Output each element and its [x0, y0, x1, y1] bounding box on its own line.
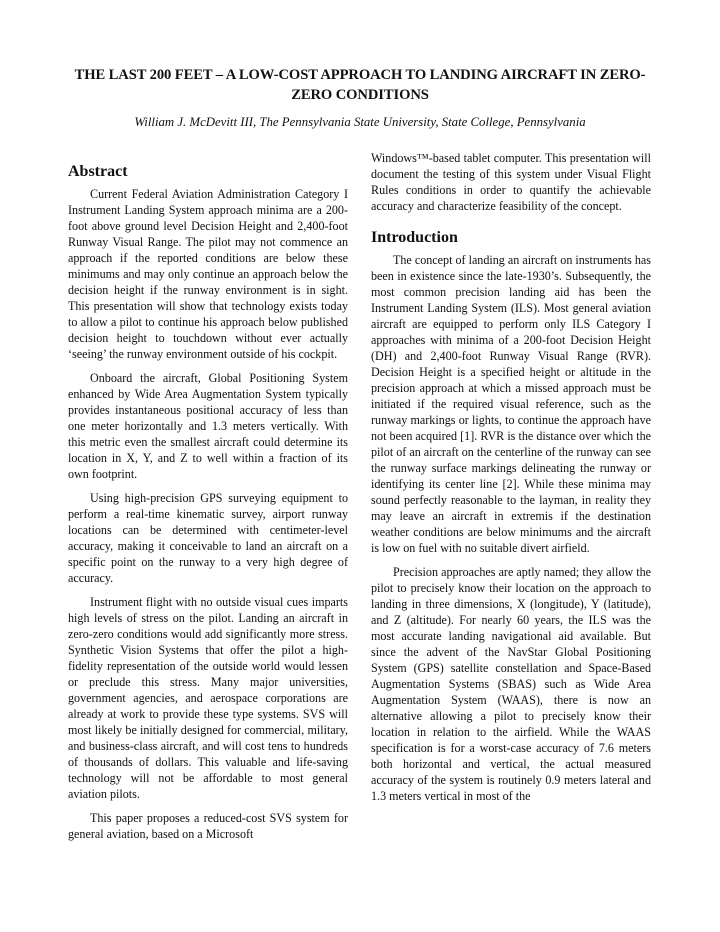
right-column [371, 150, 651, 812]
introduction-paragraph: The concept of landing an aircraft on instruments has been in existence since the late-1930’s. Subsequently, the most common precision landing aid has been the Instrument Landing System (ILS). Most general aviation aircraft are equipped to perform only ILS Category I approaches with minima of a 200-foot Decision Height (DH) and 2,400-foot Runway Visual Range (RVR). Decision Height is a specified height or altitude in the precision approach at which a missed approach must be initiated if the required visual reference, such as the runway markings or lights, to continue the approach have not been acquired [1]. RVR is the distance over which the pilot of an aircraft on the centerline of the runway can see the runway surface markings delineating the runway or identifying its center line [2]. While these minima may sound perfectly reasonable to the layman, in reality they may leave an aircraft in extremis if the destination weather conditions are below minimums and the aircraft is low on fuel with no suitable divert airfield. [371, 253, 651, 555]
abstract-paragraph: Onboard the aircraft, Global Positioning System enhanced by Wide Area Augmentation System typically provides instantaneous positional accuracy of less than one meter horizontally and 1.3 meters vertically. With this metric even the smallest aircraft could determine its location in X, Y, and Z to well within a fraction of its own footprint. [68, 371, 348, 481]
abstract-paragraph: Using high-precision GPS surveying equipment to perform a real-time kinematic survey, airport runway locations can be determined with centimeter-level accuracy, making it conceivable to land an aircraft on a specific point on the runway to a very high degree of accuracy. [68, 491, 348, 585]
paper-title: THE LAST 200 FEET – A LOW-COST APPROACH TO LANDING AIRCRAFT IN ZERO-ZERO CONDITIONS [74, 67, 646, 103]
left-column [68, 150, 348, 850]
abstract-paragraph: This paper proposes a reduced-cost SVS system for general aviation, based on a Microsoft [68, 811, 348, 841]
abstract-continuation: Windows™-based tablet computer. This presentation will document the testing of this system under Visual Flight Rules conditions in order to quantify the achievable accuracy and characterize feasibility of the concept. [371, 151, 651, 213]
author-line: William J. McDevitt III, The Pennsylvania State University, State College, Pennsylvania [134, 115, 586, 129]
introduction-heading: Introduction [371, 229, 458, 246]
abstract-paragraph: Instrument flight with no outside visual cues imparts high levels of stress on the pilot. Landing an aircraft in zero-zero conditions would add significantly more stress. Synthetic Vision Systems that offer the pilot a high-fidelity representation of the outside world would lessen or preclude this stress. Many major universities, government agencies, and aerospace corporations are already at work to provide these type systems. SVS will most likely be initially designed for commercial, military, and business-class aircraft, and will cost tens to hundreds of thousands of dollars. This valuable and life-saving technology will not be affordable to most general aviation pilots. [68, 595, 348, 801]
introduction-paragraph: Precision approaches are aptly named; they allow the pilot to precisely know their location on the approach to landing in three dimensions, X (longitude), Y (latitude), and Z (altitude). For nearly 60 years, the ILS was the most accurate landing navigational aid available. But since the advent of the NavStar Global Positioning System (GPS) satellite constellation and Space-Based Augmentation Systems (SBAS) such as Wide Area Augmentation System (WAAS), there is now an alternative allowing a pilot to precisely know their location in relation to the airfield. While the WAAS specification is for a worst-case accuracy of 7.6 meters both horizontal and vertical, the actual measured accuracy of the system is routinely 0.9 meters lateral and 1.3 meters vertical in most of the [371, 565, 651, 803]
abstract-heading: Abstract [68, 163, 128, 180]
abstract-paragraph: Current Federal Aviation Administration Category I Instrument Landing System approach minima are a 200-foot above ground level Decision Height and 2,400-foot Runway Visual Range. The pilot may not commence an approach if the reported conditions are below these minimums and may only continue an approach below the decision height if the runway environment is in sight. This presentation will show that technology exists today to allow a pilot to continue his approach below published decision height to touchdown without ever actually ‘seeing’ the runway environment outside of his cockpit. [68, 187, 348, 361]
